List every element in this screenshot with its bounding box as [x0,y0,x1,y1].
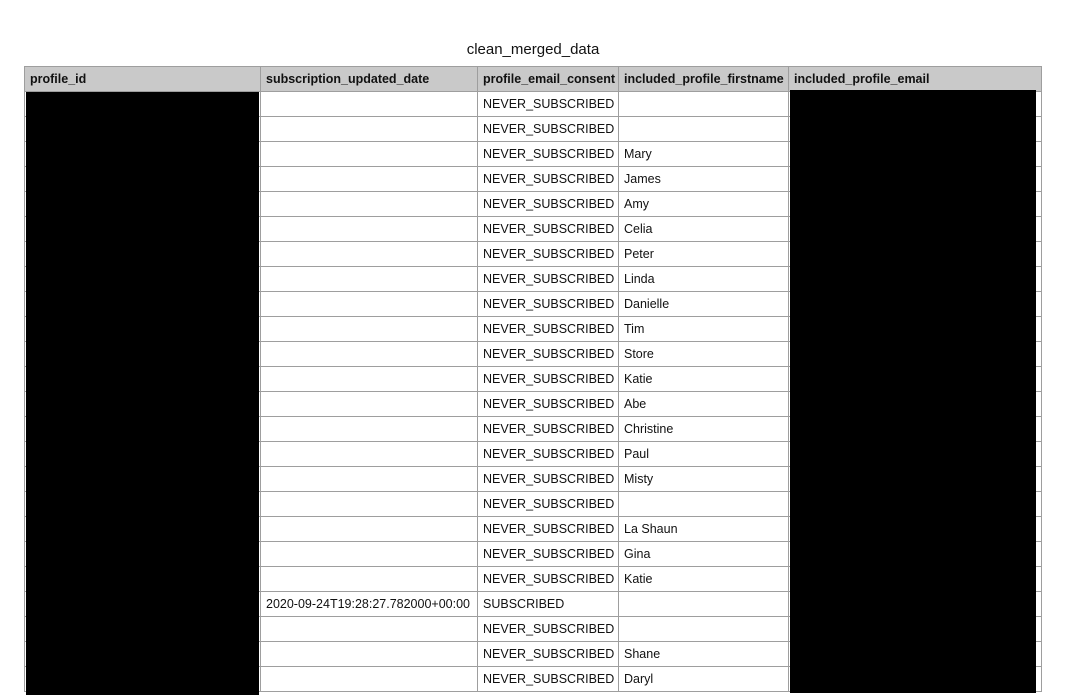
subscription-updated-date-cell[interactable] [261,117,478,142]
firstname-cell[interactable]: Katie [619,367,789,392]
subscription-updated-date-cell[interactable] [261,517,478,542]
firstname-cell[interactable]: Linda [619,267,789,292]
firstname-cell[interactable]: Shane [619,642,789,667]
column-header-profile-id[interactable]: profile_id [25,67,261,92]
email-consent-cell[interactable]: NEVER_SUBSCRIBED [478,142,619,167]
firstname-cell[interactable] [619,592,789,617]
email-consent-cell[interactable]: NEVER_SUBSCRIBED [478,517,619,542]
firstname-cell[interactable]: Mary [619,142,789,167]
email-consent-cell[interactable]: NEVER_SUBSCRIBED [478,367,619,392]
sheet-title: clean_merged_data [466,41,600,58]
email-consent-cell[interactable]: NEVER_SUBSCRIBED [478,667,619,692]
email-consent-cell[interactable]: NEVER_SUBSCRIBED [478,392,619,417]
email-consent-cell[interactable]: NEVER_SUBSCRIBED [478,467,619,492]
column-header-included-profile-email[interactable]: included_profile_email [789,67,1042,92]
email-consent-cell[interactable]: NEVER_SUBSCRIBED [478,117,619,142]
firstname-cell[interactable]: Danielle [619,292,789,317]
redaction-block-profile-email [790,90,1036,693]
subscription-updated-date-cell[interactable] [261,567,478,592]
subscription-updated-date-cell[interactable] [261,392,478,417]
subscription-updated-date-cell[interactable] [261,317,478,342]
subscription-updated-date-cell[interactable]: 2020-09-24T19:28:27.782000+00:00 [261,592,478,617]
firstname-cell[interactable]: Tim [619,317,789,342]
email-consent-cell[interactable]: NEVER_SUBSCRIBED [478,542,619,567]
firstname-cell[interactable]: Store [619,342,789,367]
firstname-cell[interactable]: Abe [619,392,789,417]
firstname-cell[interactable]: Gina [619,542,789,567]
subscription-updated-date-cell[interactable] [261,492,478,517]
email-consent-cell[interactable]: NEVER_SUBSCRIBED [478,417,619,442]
firstname-cell[interactable] [619,92,789,117]
email-consent-cell[interactable]: NEVER_SUBSCRIBED [478,567,619,592]
subscription-updated-date-cell[interactable] [261,92,478,117]
email-consent-cell[interactable]: NEVER_SUBSCRIBED [478,167,619,192]
firstname-cell[interactable]: Celia [619,217,789,242]
subscription-updated-date-cell[interactable] [261,217,478,242]
firstname-cell[interactable]: La Shaun [619,517,789,542]
header-row [25,67,1042,92]
firstname-cell[interactable]: Amy [619,192,789,217]
email-consent-cell[interactable]: NEVER_SUBSCRIBED [478,342,619,367]
subscription-updated-date-cell[interactable] [261,142,478,167]
subscription-updated-date-cell[interactable] [261,417,478,442]
subscription-updated-date-cell[interactable] [261,542,478,567]
email-consent-cell[interactable]: NEVER_SUBSCRIBED [478,317,619,342]
email-consent-cell[interactable]: NEVER_SUBSCRIBED [478,192,619,217]
column-header-profile-email-consent[interactable]: profile_email_consent [478,67,619,92]
firstname-cell[interactable]: Misty [619,467,789,492]
firstname-cell[interactable]: Katie [619,567,789,592]
subscription-updated-date-cell[interactable] [261,167,478,192]
subscription-updated-date-cell[interactable] [261,192,478,217]
subscription-updated-date-cell[interactable] [261,667,478,692]
email-consent-cell[interactable]: NEVER_SUBSCRIBED [478,92,619,117]
email-consent-cell[interactable]: NEVER_SUBSCRIBED [478,492,619,517]
column-header-subscription-updated-date[interactable]: subscription_updated_date [261,67,478,92]
email-consent-cell[interactable]: NEVER_SUBSCRIBED [478,242,619,267]
subscription-updated-date-cell[interactable] [261,267,478,292]
email-consent-cell[interactable]: NEVER_SUBSCRIBED [478,617,619,642]
subscription-updated-date-cell[interactable] [261,617,478,642]
firstname-cell[interactable]: James [619,167,789,192]
subscription-updated-date-cell[interactable] [261,292,478,317]
firstname-cell[interactable] [619,617,789,642]
email-consent-cell[interactable]: NEVER_SUBSCRIBED [478,642,619,667]
email-consent-cell[interactable]: NEVER_SUBSCRIBED [478,442,619,467]
subscription-updated-date-cell[interactable] [261,342,478,367]
firstname-cell[interactable]: Peter [619,242,789,267]
firstname-cell[interactable]: Christine [619,417,789,442]
subscription-updated-date-cell[interactable] [261,467,478,492]
redaction-block-profile-id [26,92,259,695]
email-consent-cell[interactable]: NEVER_SUBSCRIBED [478,217,619,242]
subscription-updated-date-cell[interactable] [261,642,478,667]
email-consent-cell[interactable]: SUBSCRIBED [478,592,619,617]
subscription-updated-date-cell[interactable] [261,442,478,467]
email-consent-cell[interactable]: NEVER_SUBSCRIBED [478,292,619,317]
column-header-included-profile-firstname[interactable]: included_profile_firstname [619,67,789,92]
firstname-cell[interactable]: Paul [619,442,789,467]
subscription-updated-date-cell[interactable] [261,242,478,267]
firstname-cell[interactable] [619,117,789,142]
subscription-updated-date-cell[interactable] [261,367,478,392]
email-consent-cell[interactable]: NEVER_SUBSCRIBED [478,267,619,292]
firstname-cell[interactable] [619,492,789,517]
firstname-cell[interactable]: Daryl [619,667,789,692]
